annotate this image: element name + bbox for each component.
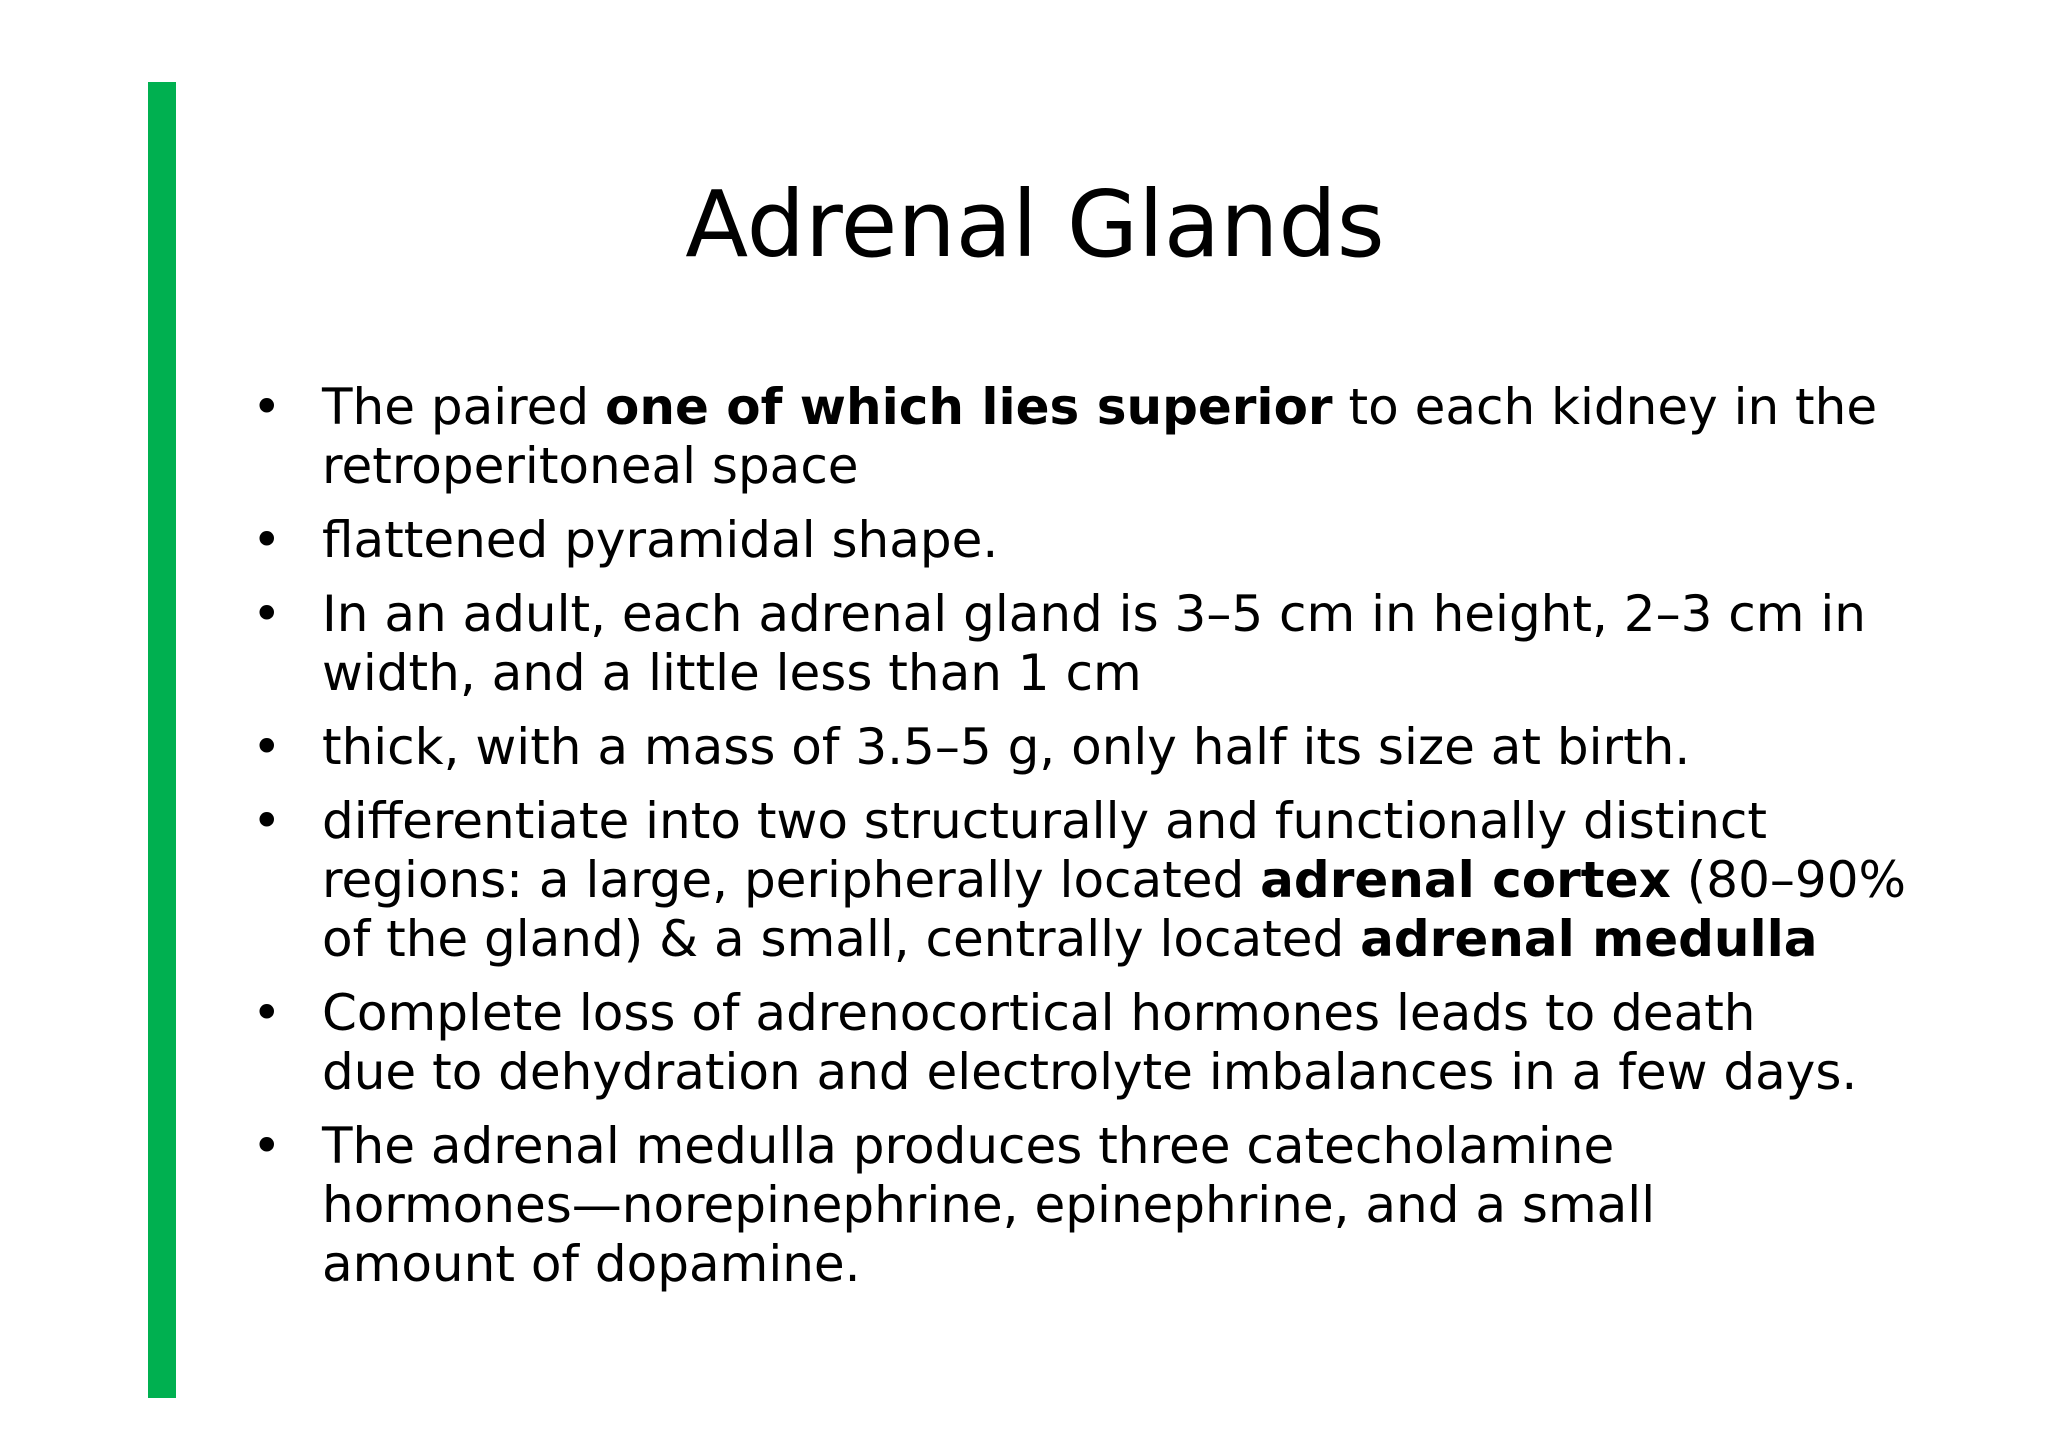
text-run: The adrenal medulla produces three catecholamine [322,1117,1615,1175]
text-run: The paired [322,378,606,436]
bullet-marker: • [252,378,282,436]
bold-text-run: one of which lies superior [605,378,1333,436]
text-run: differentiate into two structurally and functionally distinct [322,792,1768,850]
text-run: amount of dopamine. [322,1235,861,1293]
bullet-marker: • [252,984,282,1042]
bullet-item-6 [252,984,1912,1102]
text-run: of the gland) & a small, centrally located [322,910,1361,968]
bullet-marker: • [252,792,282,850]
bullet-text [322,378,1877,495]
bullet-text: flattened pyramidal shape. [322,511,999,569]
bullet-marker: • [252,585,282,643]
bullet-marker: • [252,511,282,569]
bullet-item-1 [252,378,1912,496]
slide-title: Adrenal Glands [685,171,1385,278]
bullet-text [322,585,1866,702]
bullet-marker: • [252,718,282,776]
text-run: to each kidney in the [1332,378,1878,436]
text-run: (80–90% [1670,851,1907,909]
text-run: In an adult, each adrenal gland is 3–5 cm in height, 2–3 cm in [322,585,1866,643]
bullet-item-5 [252,792,1912,969]
bullet-item-4 [252,718,1912,777]
bullet-item-7 [252,1117,1912,1294]
bullet-text [322,792,1906,968]
bullet-marker: • [252,1117,282,1175]
bold-text-run: adrenal medulla [1360,910,1818,968]
bullet-text: thick, with a mass of 3.5–5 g, only half its size at birth. [322,718,1691,776]
text-run: width, and a little less than 1 cm [322,644,1142,702]
text-run: due to dehydration and electrolyte imbalances in a few days. [322,1043,1858,1101]
bullet-text [322,1117,1655,1293]
text-run: retroperitoneal space [322,437,859,495]
text-run: Complete loss of adrenocortical hormones leads to death [322,984,1756,1042]
bullet-item-3 [252,585,1912,703]
bullet-item-2 [252,511,1912,570]
text-run: hormones—norepinephrine, epinephrine, and a small [322,1176,1656,1234]
bold-text-run: adrenal cortex [1260,851,1671,909]
bullet-list [252,378,1912,1309]
bullet-text [322,984,1857,1101]
text-run: regions: a large, peripherally located [322,851,1261,909]
